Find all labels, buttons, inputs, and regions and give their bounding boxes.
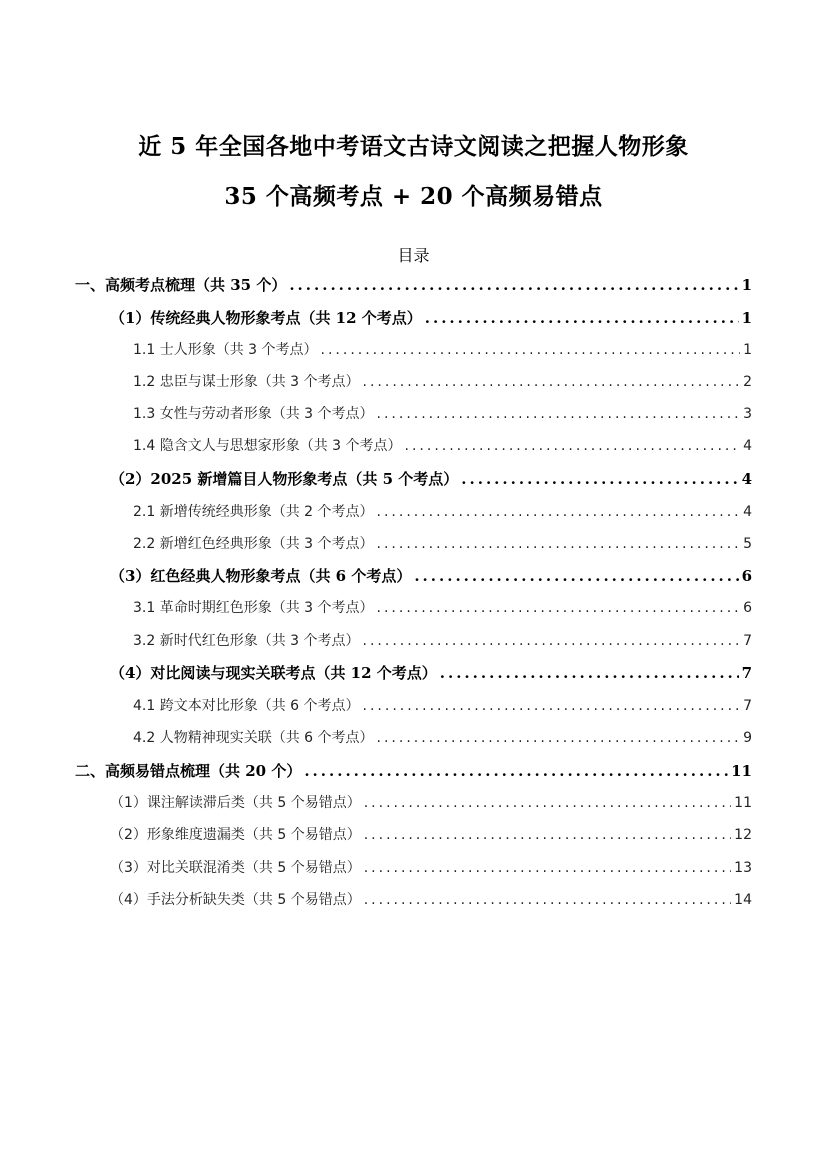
toc-entry-label: （4）手法分析缺失类（共 5 个易错点） (110, 892, 361, 908)
toc-leader-dots (304, 760, 728, 782)
toc-leader-dots (405, 435, 741, 457)
toc-entry-1[interactable] (110, 307, 752, 329)
toc-entry-label: （1）课注解读滞后类（共 5 个易错点） (110, 795, 361, 811)
toc-leader-dots (364, 792, 731, 814)
toc-entry-label: （3）对比关联混淆类（共 5 个易错点） (110, 860, 361, 876)
toc-entry-4[interactable] (110, 662, 752, 684)
toc-entry-page: 4 (743, 438, 752, 454)
toc-leader-dots (425, 307, 739, 329)
toc-leader-dots (364, 824, 731, 846)
document-subtitle: 35 个高频考点 + 20 个高频易错点 (224, 183, 603, 210)
toc-leader-dots (363, 371, 741, 393)
toc-entry-page: 11 (734, 795, 752, 811)
toc-leader-dots (364, 857, 731, 879)
toc-entry-1-3[interactable] (133, 403, 752, 425)
toc-entry-1-2[interactable] (133, 371, 752, 393)
toc-leader-dots (377, 501, 741, 523)
toc-entry-label: 二、高频易错点梳理（共 20 个） (75, 762, 302, 780)
toc-heading: 目录 (397, 246, 430, 265)
toc-entry-label: （2）2025 新增篇目人物形象考点（共 5 个考点） (110, 470, 459, 488)
toc-entry-page: 1 (743, 342, 752, 358)
toc-entry-1-1[interactable] (133, 339, 752, 361)
toc-leader-dots (377, 533, 741, 555)
toc-entry-page: 4 (743, 504, 752, 520)
toc-entry-page: 9 (743, 730, 752, 746)
toc-entry-label: （1）传统经典人物形象考点（共 12 个考点） (110, 309, 422, 327)
toc-leader-dots (377, 597, 741, 619)
toc-entry-label: 2.1 新增传统经典形象（共 2 个考点） (133, 504, 374, 520)
toc-entry-label: 2.2 新增红色经典形象（共 3 个考点） (133, 536, 374, 552)
toc-entry-label: 4.2 人物精神现实关联（共 6 个考点） (133, 730, 374, 746)
toc-leader-dots (440, 662, 739, 684)
toc-entry-3[interactable] (110, 565, 752, 587)
toc-entry-page: 1 (741, 309, 752, 327)
toc-entry-page: 2 (743, 374, 752, 390)
toc-entry-page: 5 (743, 536, 752, 552)
toc-entry-page: 7 (743, 633, 752, 649)
toc-entry-page: 6 (741, 567, 752, 585)
toc-entry-label: （4）对比阅读与现实关联考点（共 12 个考点） (110, 664, 437, 682)
toc-entry-2-2[interactable] (133, 533, 752, 555)
toc-entry-label: 一、高频考点梳理（共 35 个） (75, 276, 287, 294)
toc-entry-error-1[interactable] (110, 792, 752, 814)
toc-entry-page: 6 (743, 600, 752, 616)
toc-leader-dots (289, 274, 738, 296)
toc-entry-page: 3 (743, 406, 752, 422)
toc-entry-label: 1.4 隐含文人与思想家形象（共 3 个考点） (133, 438, 402, 454)
toc-entry-label: 1.2 忠臣与谋士形象（共 3 个考点） (133, 374, 360, 390)
document-title: 近 5 年全国各地中考语文古诗文阅读之把握人物形象 (138, 133, 689, 160)
toc-leader-dots (363, 695, 741, 717)
toc-entry-page: 1 (741, 276, 752, 294)
toc-entry-2[interactable] (110, 468, 752, 490)
toc-entry-page: 4 (741, 470, 752, 488)
toc-leader-dots (414, 565, 738, 587)
toc-entry-error-2[interactable] (110, 824, 752, 846)
toc-entry-4-1[interactable] (133, 695, 752, 717)
toc-entry-error-4[interactable] (110, 889, 752, 911)
toc-entry-section-2[interactable] (75, 760, 752, 782)
toc-leader-dots (321, 339, 741, 361)
toc-entry-error-3[interactable] (110, 857, 752, 879)
toc-entry-3-1[interactable] (133, 597, 752, 619)
toc-entry-label: 1.3 女性与劳动者形象（共 3 个考点） (133, 406, 374, 422)
toc-entry-label: （2）形象维度遗漏类（共 5 个易错点） (110, 827, 361, 843)
toc-entry-page: 11 (731, 762, 752, 780)
toc-entry-section-1[interactable] (75, 274, 752, 296)
toc-entry-label: 1.1 士人形象（共 3 个考点） (133, 342, 318, 358)
toc-leader-dots (364, 889, 731, 911)
toc-entry-2-1[interactable] (133, 501, 752, 523)
toc-leader-dots (377, 727, 741, 749)
toc-leader-dots (377, 403, 741, 425)
toc-leader-dots (363, 630, 741, 652)
toc-entry-label: 4.1 跨文本对比形象（共 6 个考点） (133, 698, 360, 714)
toc-entry-page: 13 (734, 860, 752, 876)
toc-entry-page: 7 (743, 698, 752, 714)
toc-entry-1-4[interactable] (133, 435, 752, 457)
toc-entry-page: 7 (741, 664, 752, 682)
toc-entry-label: 3.2 新时代红色形象（共 3 个考点） (133, 633, 360, 649)
toc-entry-4-2[interactable] (133, 727, 752, 749)
toc-entry-page: 14 (734, 892, 752, 908)
toc-entry-3-2[interactable] (133, 630, 752, 652)
toc-entry-label: （3）红色经典人物形象考点（共 6 个考点） (110, 567, 412, 585)
toc-leader-dots (461, 468, 738, 490)
toc-entry-label: 3.1 革命时期红色形象（共 3 个考点） (133, 600, 374, 616)
toc-entry-page: 12 (734, 827, 752, 843)
